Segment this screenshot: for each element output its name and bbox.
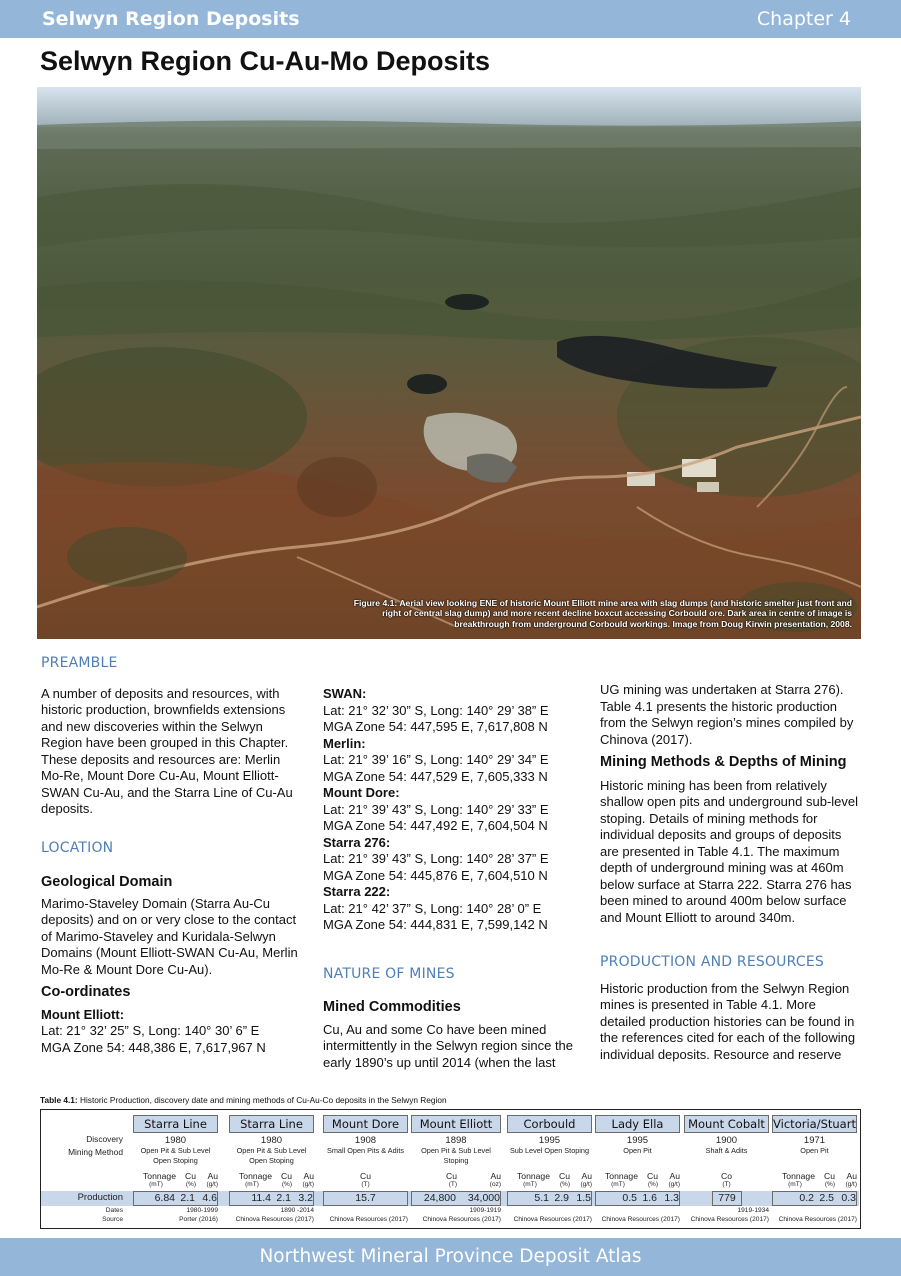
swan-mga: MGA Zone 54: 447,595 E, 7,617,808 N: [323, 719, 548, 734]
deposit-name: Starra Line: [133, 1115, 218, 1133]
starra-222-latlong: Lat: 21° 42’ 37” S, Long: 140° 28’ 0” E: [323, 900, 542, 916]
col-unit: (T): [448, 1181, 457, 1188]
production-value: 0.2: [799, 1192, 814, 1204]
deposit-method: Open Pit: [800, 1146, 829, 1155]
deposit-method: Shaft & Adits: [705, 1146, 748, 1155]
starra-276-mga: MGA Zone 54: 445,876 E, 7,604,510 N: [323, 867, 548, 883]
deposit-name: Victoria/Stuart: [773, 1117, 856, 1131]
col-header: Tonnage: [605, 1171, 638, 1181]
col-unit: (g/t): [302, 1181, 314, 1188]
col-unit: (mT): [788, 1181, 802, 1188]
mount-elliott-latlong: Lat: 21° 32’ 25” S, Long: 140° 30’ 6” E: [41, 1023, 260, 1038]
deposit-column: [133, 1115, 218, 1227]
col-header: Au: [490, 1171, 501, 1181]
table-caption: [40, 1095, 447, 1105]
table-caption-label: Table 4.1:: [40, 1095, 78, 1105]
col-unit: (mT): [245, 1181, 259, 1188]
deposit-discovery: 1898: [445, 1135, 467, 1146]
production-value: 4.6: [202, 1192, 217, 1204]
col-header: Cu: [824, 1171, 835, 1181]
col-unit: (%): [281, 1181, 292, 1188]
production-value: 6.84: [154, 1192, 175, 1204]
col-header: Cu: [647, 1171, 658, 1181]
production-value: 2.5: [819, 1192, 834, 1204]
production-value: 2.1: [276, 1192, 291, 1204]
mount-dore-latlong: Lat: 21° 39’ 43” S, Long: 140° 29’ 33” E: [323, 801, 549, 817]
col-header: Tonnage: [143, 1171, 176, 1181]
col-header: Tonnage: [517, 1171, 550, 1181]
footer-atlas-title: Northwest Mineral Province Deposit Atlas: [259, 1246, 642, 1267]
table-caption-text: Historic Production, discovery date and mining methods of Cu-Au-Co deposits in the Selwyn Region: [77, 1095, 447, 1105]
col-unit: (mT): [149, 1181, 163, 1188]
col-header: Cu: [446, 1171, 457, 1181]
mined-commodities-heading: Mined Commodities: [323, 999, 461, 1015]
col-unit: (%): [559, 1181, 570, 1188]
deposit-name: Mount Cobalt: [684, 1115, 769, 1133]
mount-dore-mga: MGA Zone 54: 447,492 E, 7,604,504 N: [323, 818, 548, 833]
col-header: Cu: [185, 1171, 196, 1181]
starra-222-mga: MGA Zone 54: 444,831 E, 7,599,142 N: [323, 917, 548, 932]
deposit-source: Porter (2016): [179, 1216, 218, 1223]
mined-commodities-paragraph: Cu, Au and some Co have been mined intermittently in the Selwyn region since the early 1890’s up until 2014 (when the last: [323, 1021, 574, 1070]
production-value: 3.2: [298, 1192, 313, 1204]
col-unit: (%): [824, 1181, 835, 1188]
discovery-row-label: Discovery: [86, 1134, 123, 1144]
merlin-latlong: Lat: 21° 39’ 16” S, Long: 140° 29’ 34” E: [323, 752, 549, 767]
col-header: Cu: [360, 1171, 371, 1181]
deposit-method: Small Open Pits & Adits: [326, 1146, 405, 1155]
deposit-column: [229, 1115, 314, 1227]
header-chapter-label: Chapter 4: [756, 8, 851, 30]
deposit-column: [323, 1115, 408, 1227]
production-row-label: Production: [77, 1192, 123, 1203]
deposit-source: Chinova Resources (2017): [513, 1216, 592, 1223]
deposit-source: Chinova Resources (2017): [601, 1216, 680, 1223]
deposit-method: Sub Level Open Stoping: [509, 1146, 590, 1155]
deposit-name: Starra Line: [229, 1115, 314, 1133]
deposit-discovery: 1971: [803, 1135, 826, 1146]
production-value: 779: [718, 1192, 736, 1204]
col-header: Cu: [281, 1171, 292, 1181]
deposit-source: Chinova Resources (2017): [690, 1216, 769, 1223]
deposit-method: Open Pit & Sub Level Stoping: [421, 1146, 491, 1165]
footer-bar: [0, 1238, 901, 1276]
merlin-mga: MGA Zone 54: 447,529 E, 7,605,333 N: [323, 768, 548, 784]
production-value: 2.9: [554, 1192, 569, 1204]
column-2: [323, 686, 585, 1071]
col-unit: (%): [647, 1181, 658, 1188]
starra-276-label: Starra 276:: [323, 834, 391, 850]
deposit-column: [411, 1115, 501, 1227]
production-value: 34,000: [467, 1192, 500, 1204]
header-region-title: Selwyn Region Deposits: [42, 8, 300, 30]
production-table: [40, 1109, 861, 1229]
figure-caption-text: Aerial view looking ENE of historic Mount Elliott mine area with slag dumps (and historic smelter just front and right of central slag dump) and more recent decline boxcut accessing Corbould ore. Dark area in centre of image is breakthrough from underground Corbould workings. Image from Doug Kirwin presentation, 2008.: [382, 597, 852, 629]
location-heading: LOCATION: [41, 839, 114, 856]
production-value: 15.7: [355, 1192, 376, 1204]
dates-row-label: Dates: [105, 1207, 123, 1214]
production-value: 24,800: [423, 1192, 456, 1204]
figure-caption-label: Figure 4.1:: [353, 597, 398, 608]
deposit-method: Open Pit: [623, 1146, 652, 1155]
production-value: 2.1: [180, 1192, 195, 1204]
figure-caption: [342, 598, 852, 630]
production-value: 1.5: [576, 1192, 591, 1204]
deposit-name: Lady Ella: [595, 1115, 680, 1133]
ug-mining-paragraph: UG mining was undertaken at Starra 276). Table 4.1 presents the historic production from the Selwyn region’s mines compiled by Chinova (2017).: [600, 682, 854, 747]
col-unit: (oz): [489, 1181, 501, 1188]
aerial-photo-figure: [37, 87, 861, 639]
deposit-source: Chinova Resources (2017): [329, 1216, 408, 1223]
col-unit: (mT): [611, 1181, 625, 1188]
deposit-name: Mount Elliott: [411, 1115, 501, 1133]
production-resources-paragraph: Historic production from the Selwyn Region mines is presented in Table 4.1. More detailed production histories can be found in the references cited for each of the following individual deposits. Resource and reserve: [600, 980, 856, 1062]
deposit-column: [595, 1115, 680, 1227]
deposit-name: Corbould: [507, 1115, 592, 1133]
col-unit: (T): [722, 1181, 731, 1188]
production-value: 11.4: [251, 1192, 271, 1204]
deposit-name: Mount Dore: [323, 1115, 408, 1133]
deposit-method: Open Pit & Sub Level Open Stoping: [140, 1146, 211, 1165]
deposit-column: [507, 1115, 592, 1227]
deposit-discovery: 1995: [626, 1135, 649, 1146]
deposit-discovery: 1980: [164, 1135, 187, 1146]
header-bar: [0, 0, 901, 38]
production-value: 5.1: [534, 1192, 549, 1204]
deposit-source: Chinova Resources (2017): [422, 1216, 501, 1223]
coordinates-heading: Co-ordinates: [41, 984, 131, 1000]
col-unit: (g/t): [206, 1181, 218, 1188]
column-1: [41, 655, 303, 1056]
col-header: Co: [721, 1171, 732, 1181]
preamble-paragraph: A number of deposits and resources, with historic production, brownfields extensions and new discoveries within the Selwyn Region have been grouped in this Chapter. These deposits and resources are: Merlin Mo-Re, Mount Dore Cu-Au, Mount Elliott-SWAN Cu-Au, and the Starra Line of Cu-Au deposits.: [41, 685, 293, 816]
col-unit: (g/t): [845, 1181, 857, 1188]
col-header: Au: [581, 1171, 592, 1181]
preamble-heading: PREAMBLE: [41, 655, 118, 671]
swan-latlong: Lat: 21° 32’ 30” S, Long: 140° 29’ 38” E: [323, 702, 549, 718]
mining-methods-paragraph: Historic mining has been from relatively shallow open pits and underground sub-level stoping. Details of mining methods for individual deposits and groups of deposits are presented in Table 4.1. The maximum depth of underground mining was at 460m below surface at Starra 222. Starra 276 has been mined to around 400m below surface and Mount Elliott to around 340m.: [600, 777, 859, 925]
deposit-discovery: 1908: [354, 1135, 377, 1146]
source-row-label: Source: [102, 1216, 123, 1223]
col-unit: (T): [361, 1181, 370, 1188]
col-unit: (g/t): [668, 1181, 680, 1188]
starra-222-label: Starra 222:: [323, 884, 391, 899]
page-title: Selwyn Region Cu-Au-Mo Deposits: [40, 46, 491, 76]
col-header: Au: [303, 1171, 314, 1181]
col-header: Cu: [559, 1171, 570, 1181]
col-unit: (g/t): [580, 1181, 592, 1188]
geological-domain-paragraph: Marimo-Staveley Domain (Starra Au-Cu deposits) and on or very close to the contact of Marimo-Staveley and Kuridala-Selwyn Domains (Mount Elliott-SWAN Cu-Au, Merlin Mo-Re & Mount Dore Cu-Au).: [41, 895, 298, 977]
deposit-discovery: 1980: [260, 1135, 283, 1146]
nature-of-mines-heading: NATURE OF MINES: [323, 965, 455, 982]
col-unit: (%): [185, 1181, 196, 1188]
col-header: Tonnage: [239, 1171, 272, 1181]
col-header: Au: [846, 1171, 857, 1181]
col-header: Au: [207, 1171, 218, 1181]
mount-elliott-mga: MGA Zone 54: 448,386 E, 7,617,967 N: [41, 1039, 266, 1055]
mining-methods-heading: Mining Methods & Depths of Mining: [600, 754, 847, 770]
col-header: Au: [669, 1171, 680, 1181]
deposit-discovery: 1900: [715, 1135, 738, 1146]
mount-elliott-label: Mount Elliott:: [41, 1006, 125, 1022]
deposit-column: [772, 1115, 857, 1227]
production-resources-heading: PRODUCTION AND RESOURCES: [600, 954, 824, 970]
aerial-photo-image: [37, 87, 861, 639]
production-value: 1.3: [664, 1192, 679, 1204]
mining-method-row-label: Mining Method: [68, 1147, 123, 1157]
col-header: Tonnage: [782, 1171, 815, 1181]
deposit-method: Open Pit & Sub Level Open Stoping: [236, 1146, 307, 1165]
swan-label: SWAN:: [323, 686, 367, 701]
column-3: [600, 682, 862, 1063]
deposit-column: [684, 1115, 769, 1227]
deposit-dates: 1980-1999: [186, 1207, 218, 1214]
deposit-discovery: 1995: [538, 1135, 561, 1146]
deposit-dates: 1919-1934: [737, 1207, 769, 1214]
table-row-labels: [41, 1110, 123, 1228]
deposit-source: Chinova Resources (2017): [235, 1216, 314, 1223]
mount-dore-label: Mount Dore:: [323, 785, 400, 800]
deposit-source: Chinova Resources (2017): [778, 1216, 857, 1223]
starra-276-latlong: Lat: 21° 39’ 43” S, Long: 140° 28’ 37” E: [323, 851, 549, 866]
geological-domain-heading: Geological Domain: [41, 874, 173, 890]
deposit-dates: 1890 -2014: [280, 1207, 314, 1214]
col-unit: (mT): [523, 1181, 537, 1188]
deposit-dates: 1909-1919: [469, 1207, 501, 1214]
production-value: 0.5: [622, 1192, 637, 1204]
production-value: 1.6: [642, 1192, 657, 1204]
merlin-label: Merlin:: [323, 735, 366, 751]
production-value: 0.3: [841, 1192, 856, 1204]
